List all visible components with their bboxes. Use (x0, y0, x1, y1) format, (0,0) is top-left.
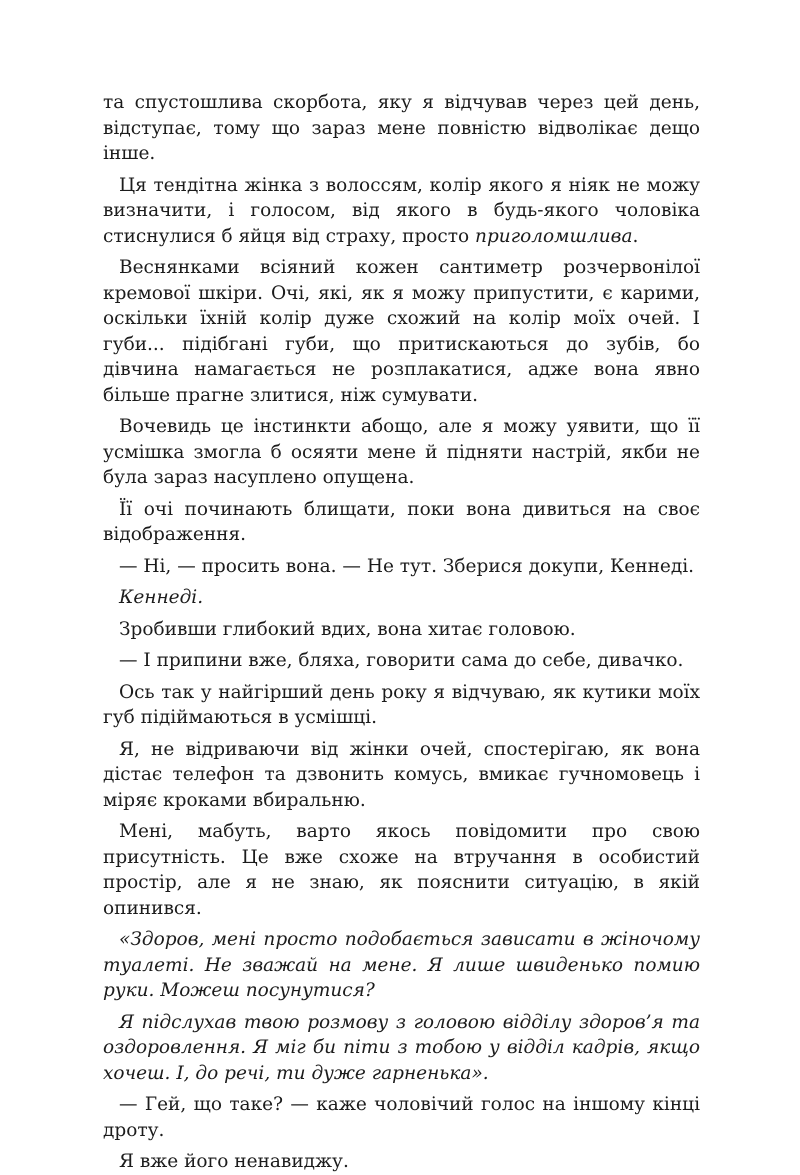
paragraph (103, 585, 700, 611)
text-run: Я, не відриваючи від жінки очей, спостерігаю, як вона дістає телефон та дзвонить комусь, вмикає гучномовець і міряє кроками вбиральню. (103, 738, 700, 811)
paragraph (103, 554, 700, 580)
paragraph (103, 90, 700, 167)
paragraph (103, 680, 700, 731)
paragraph (103, 1092, 700, 1143)
text-run: — Ні, — просить вона. — Не тут. Зберися докупи, Кеннеді. (119, 555, 695, 577)
text-run: Зробивши глибокий вдих, вона хитає головою. (119, 618, 576, 640)
italic-text: приголомшлива (475, 225, 633, 247)
paragraph (103, 1010, 700, 1087)
paragraph (103, 617, 700, 643)
text-run: Її очі починають блищати, поки вона дивиться на своє відображення. (103, 498, 700, 545)
text-run: Мені, мабуть, варто якось повідомити про свою присутність. Це вже схоже на втручання в особистий простір, але я не знаю, як пояснити ситуацію, в якій опинився. (103, 821, 700, 919)
text-run: — Гей, що таке? — каже чоловічий голос на іншому кінці дроту. (103, 1094, 700, 1141)
italic-text: «Здоров, мені просто подобається зависати в жіночому туалеті. Не зважай на мене. Я лише швиденько помию руки. Можеш посунутися? (103, 929, 700, 1001)
paragraph (103, 648, 700, 674)
text-run: — І припини вже, бляха, говорити сама до себе, дивачко. (119, 650, 684, 671)
paragraph (103, 819, 700, 921)
paragraph (103, 927, 700, 1004)
text-run: . (632, 225, 639, 247)
text-run: та спустошлива скорбота, яку я відчував через цей день, відступає, тому що зараз мене повністю відволікає дещо інше. (103, 92, 700, 164)
body-text (103, 90, 700, 1175)
paragraph (103, 414, 700, 491)
paragraph (103, 497, 700, 548)
paragraph (103, 173, 700, 250)
text-run: Вочевидь це інстинкти абощо, але я можу уявити, що її усмішка змогла б осяяти мене й підняти настрій, якби не була зараз насуплено опущена. (103, 416, 700, 488)
text-run: Ось так у найгірший день року я відчуваю, як кутики моїх губ підіймаються в усмішці. (103, 681, 700, 728)
paragraph (103, 737, 700, 814)
text-run: Веснянками всіяний кожен сантиметр розчервонілої кремової шкіри. Очі, які, як я можу припустити, є карими, оскільки їхній колір дуже схожий на колір моїх очей. І губи... підібгані губи, що притискаються до зубів, бо дівчина намагається не розплакатися, адже вона явно більше прагне злитися, ніж сумувати. (103, 257, 700, 406)
text-run: Ця тендітна жінка з волоссям, колір якого я ніяк не можу визначити, і голосом, від якого в будь-якого чоловіка стиснулися б яйця від страху, просто (103, 174, 700, 247)
paragraph (103, 255, 700, 408)
paragraph (103, 1149, 700, 1175)
italic-text: Я підслухав твою розмову з головою відділу здоров’я та оздоровлення. Я міг би піти з тобою у відділ кадрів, якщо хочеш. І, до речі, ти дуже гарненька». (103, 1011, 700, 1084)
italic-text: Кеннеді. (119, 587, 204, 608)
text-run: Я вже його ненавиджу. (119, 1151, 349, 1172)
